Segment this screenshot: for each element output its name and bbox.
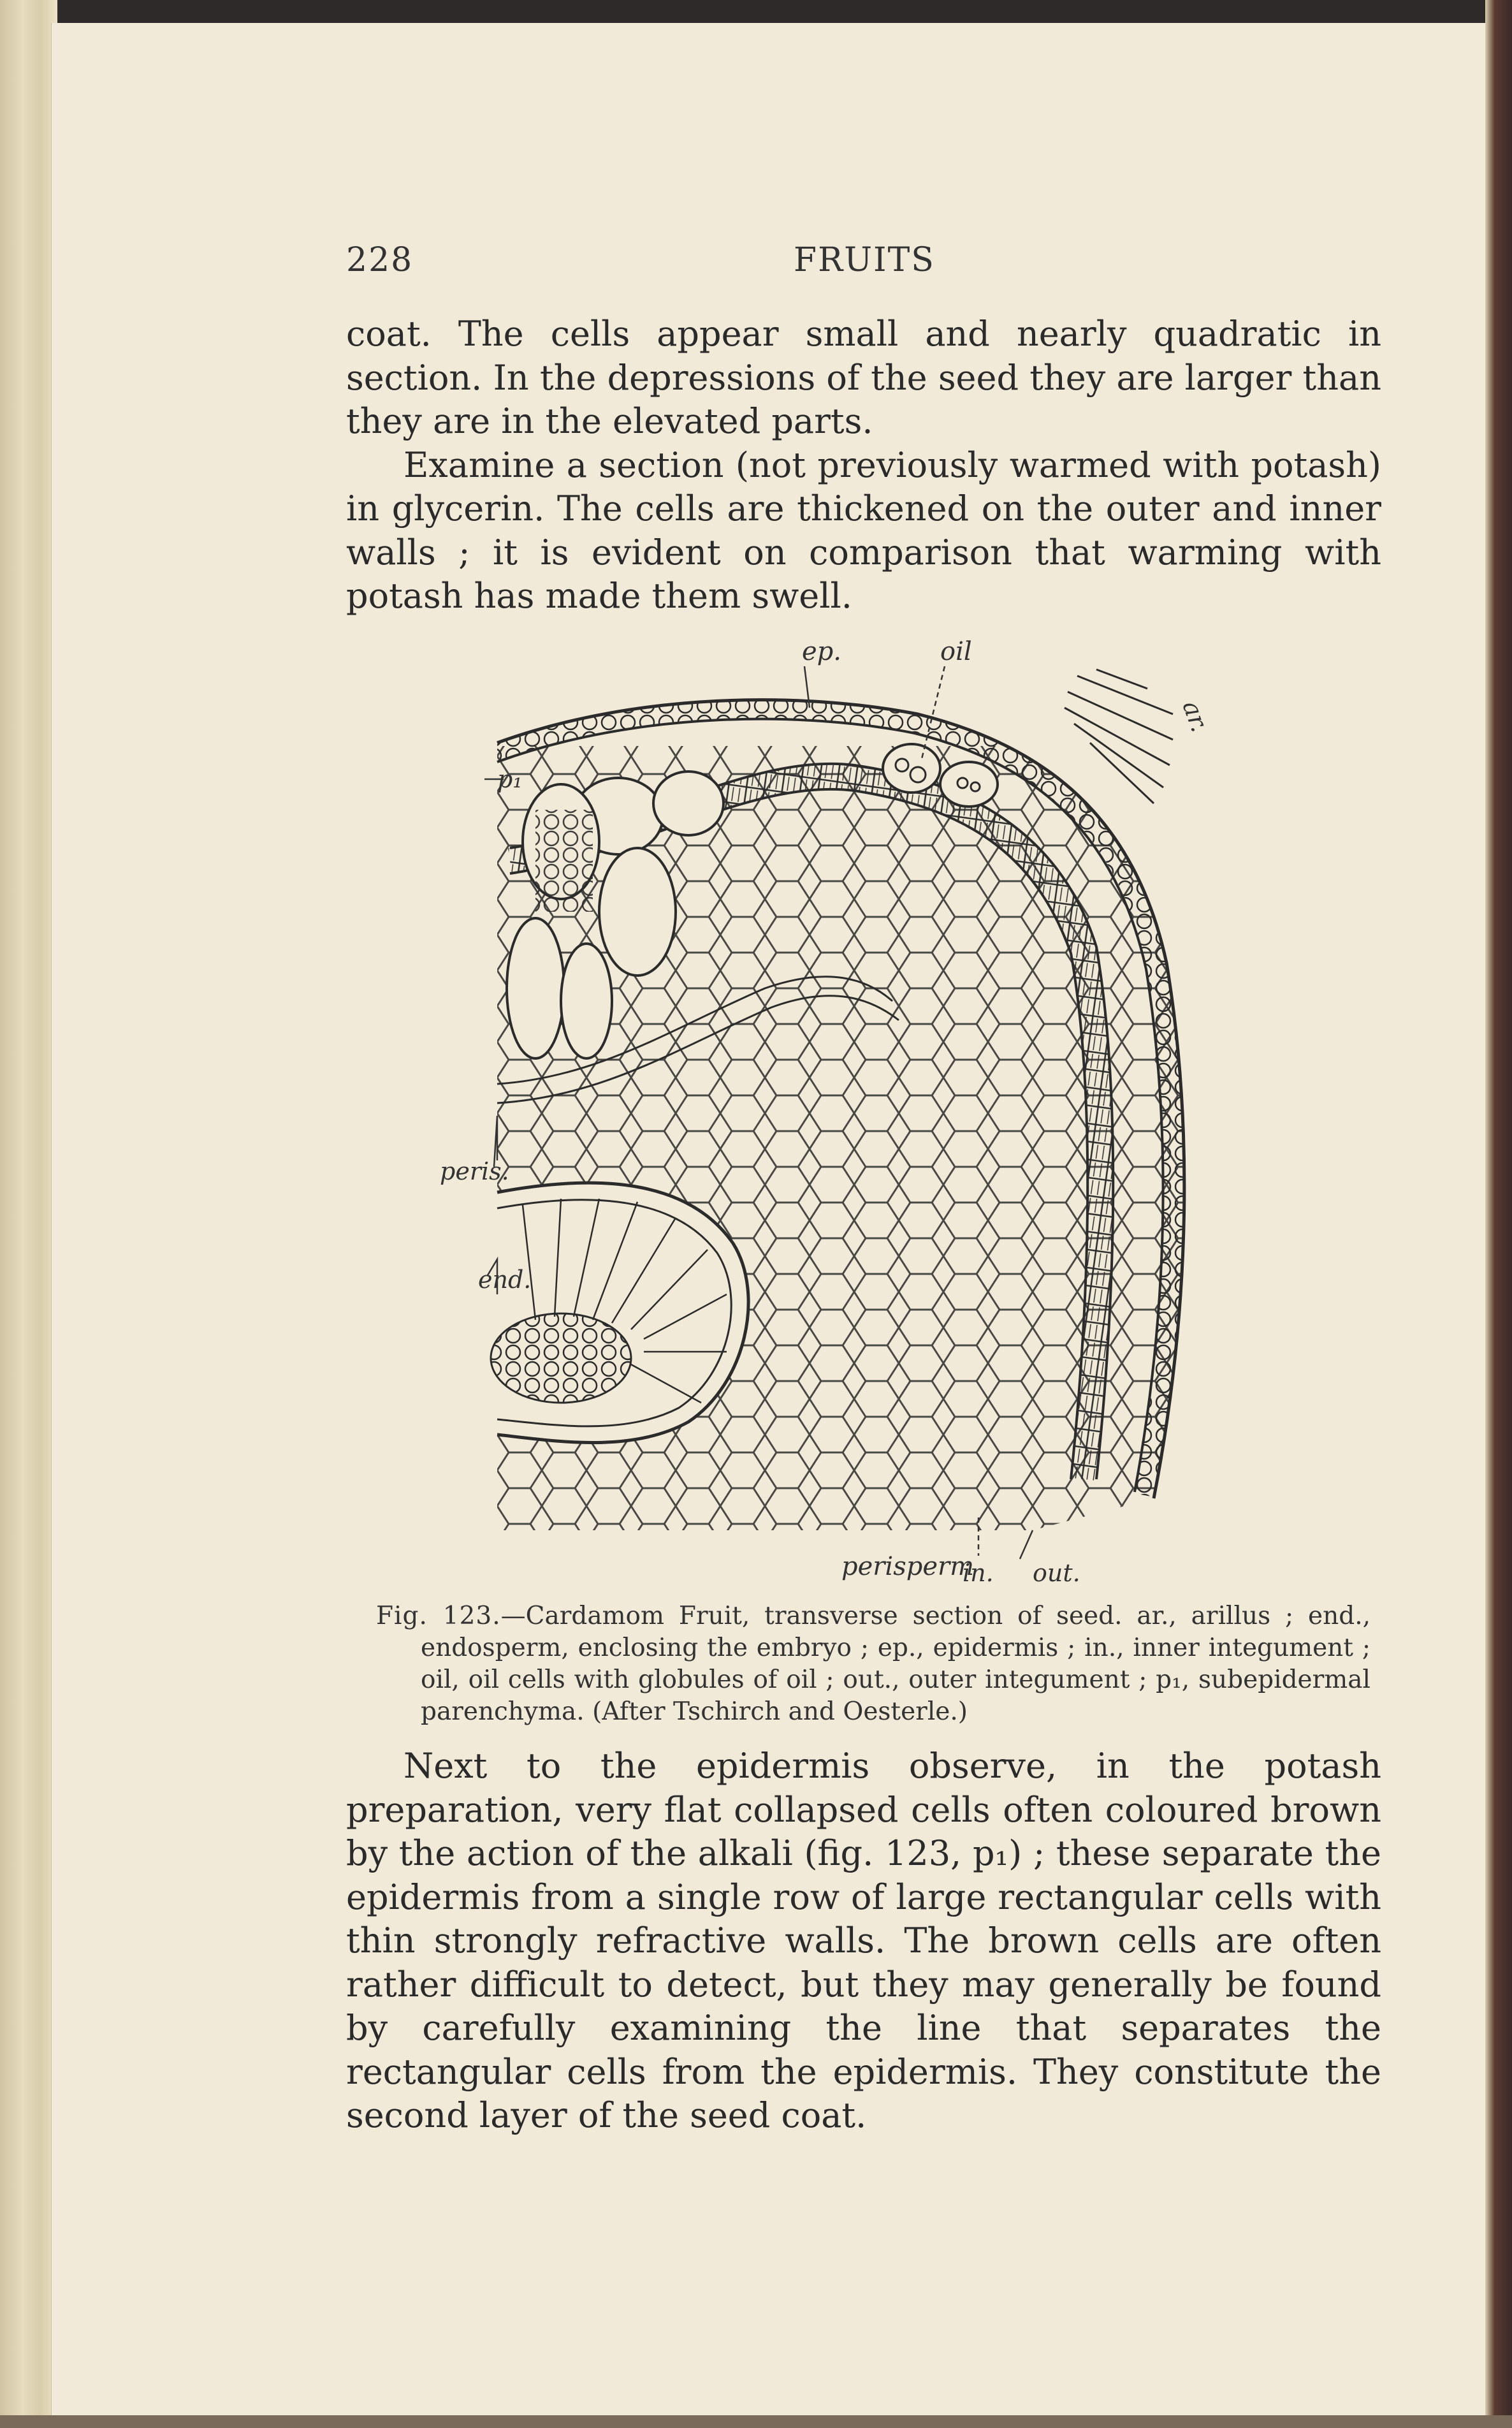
label-in: in. [963,1559,994,1587]
page-top-edge [0,0,1512,26]
text-block-top [346,312,1381,618]
arillus [1065,669,1173,803]
label-ep: ep. [802,637,841,666]
label-end: end. [478,1266,532,1294]
running-head: FRUITS [794,241,935,279]
paragraph: Next to the epidermis observe, in the potash preparation, very flat collapsed cells often coloured brown by the action of the alkali (fig. 123, p₁) ; these separate the epidermis from a single row of large rectangular cells with thin strongly refractive walls. The brown cells are often rather difficult to detect, but they may generally be found by carefully examining the line that separates the rectangular cells from the epidermis. They constitute the second layer of the seed coat. [346,1746,1381,2135]
page-bottom-edge [0,2415,1512,2428]
endosperm-region [491,1183,748,1442]
label-oil: oil [940,637,972,666]
page-number: 228 [346,241,414,279]
paragraph: Examine a section (not previously warmed with potash) in glycerin. The cells are thickened on the outer and inner walls ; it is evident on comparison that warming with potash has made them swell. [346,444,1381,616]
label-ar: ar. [1177,697,1214,736]
figure-illustration [408,631,1300,1588]
label-p1: p₁ [497,765,523,793]
text-block-bottom [346,1744,1381,2138]
label-peris: peris. [440,1157,509,1185]
label-out: out. [1033,1559,1080,1587]
caption-text: —Cardamom Fruit, transverse section of seed. ar., arillus ; end., endosperm, enclosing the embryo ; ep., epidermis ; in., inner integument ; oil, oil cells with globules of oil ; out., outer integument ; p₁, subepidermal parenchyma. (After Tschirch and Oesterle.) [421,1602,1370,1726]
cardamom-seed-section-drawing [408,631,1300,1588]
book-edge [1485,0,1512,2428]
caption-figure-number: Fig. 123. [376,1602,501,1630]
label-perisperm: perisperm [841,1552,975,1581]
book-spine [0,0,57,2428]
paragraph: coat. The cells appear small and nearly quadratic in section. In the depressions of the seed they are larger than they are in the elevated parts. [346,314,1381,441]
figure-caption [376,1600,1370,1728]
